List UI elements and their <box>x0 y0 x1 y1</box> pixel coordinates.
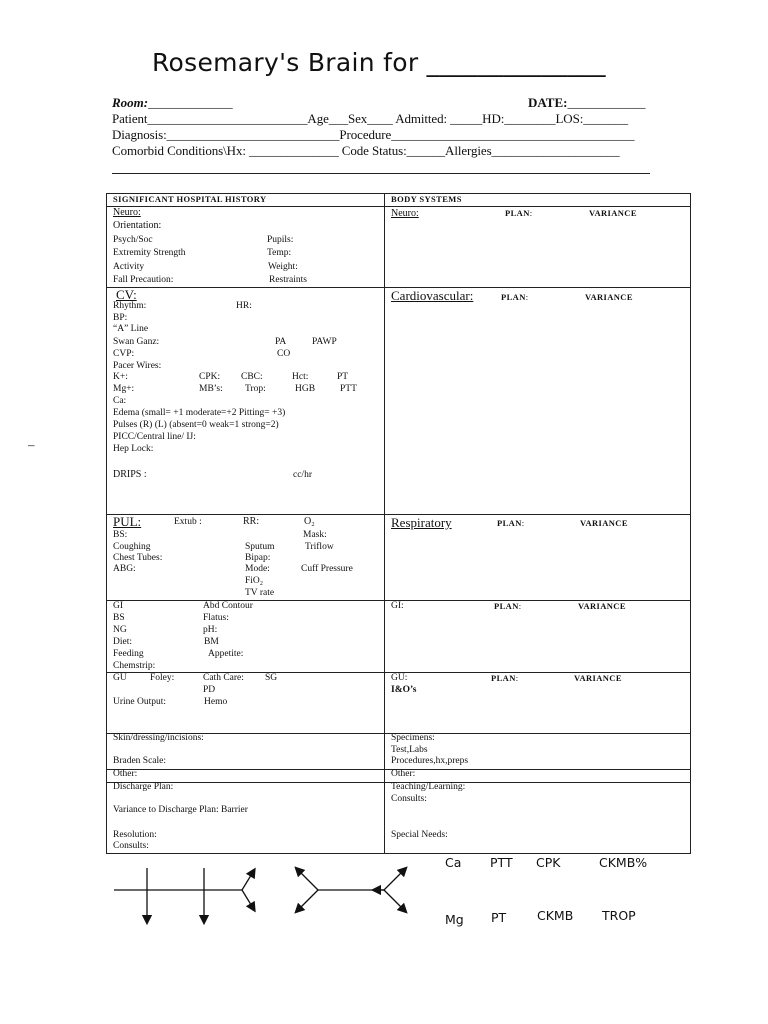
gi-bm: BM <box>204 637 219 647</box>
neuro-restraints: Restraints <box>269 275 307 285</box>
neuro-orientation: Orientation: <box>113 220 162 231</box>
pul-title: PUL: <box>113 514 142 529</box>
specimens-label: Specimens: <box>391 733 435 743</box>
gi-chemstrip: Chemstrip: <box>113 661 156 671</box>
neuro-pupils: Pupils: <box>267 235 294 245</box>
header-rule <box>112 173 650 174</box>
lab-mg: Mg <box>445 912 464 927</box>
cv-drips: DRIPS : <box>113 469 147 480</box>
date-label: DATE:____________ <box>528 95 646 110</box>
gu-pd: PD <box>203 685 216 695</box>
cv-ptt: PTT <box>340 384 357 394</box>
lab-trop: TROP <box>602 908 636 923</box>
gi-feeding: Feeding <box>113 649 144 659</box>
cv-mbs: MB’s: <box>199 384 223 394</box>
cv-mg: Mg+: <box>113 384 135 394</box>
cv-title: CV: <box>116 287 137 302</box>
page-title: Rosemary's Brain for ______________ <box>152 48 606 77</box>
cv-pacer: Pacer Wires: <box>113 361 162 371</box>
cv-trop: Trop: <box>245 384 266 394</box>
cv-aline: “A” Line <box>113 324 149 334</box>
special-needs: Special Needs: <box>391 830 448 840</box>
gu-io: I&O’s <box>391 685 417 695</box>
neuro-activity: Activity <box>113 262 145 272</box>
gu-right-title: GU: <box>391 673 408 683</box>
gu-title: GU <box>113 673 127 683</box>
gi-ph: pH: <box>203 625 218 635</box>
gi-title: GI <box>113 601 124 611</box>
neuro-title: Neuro: <box>113 207 141 218</box>
gi-plan: PLAN: <box>494 601 522 611</box>
pul-abg: ABG: <box>113 564 136 574</box>
cv-cchr: cc/hr <box>293 470 312 480</box>
discharge-resolution: Resolution: <box>113 830 157 840</box>
pul-mask: Mask: <box>303 530 327 540</box>
pul-variance: VARIANCE <box>580 518 628 528</box>
lab-ckmb: CKMB <box>537 908 574 923</box>
gi-abd: Abd Contour <box>203 601 253 611</box>
cv-cvp: CVP: <box>113 349 135 359</box>
gi-diet: Diet: <box>113 637 132 647</box>
cv-variance: VARIANCE <box>585 292 633 302</box>
neuro-variance: VARIANCE <box>589 208 637 218</box>
cv-pa: PA <box>275 337 287 347</box>
pul-sputum: Sputum <box>245 542 275 552</box>
cv-plan: PLAN: <box>501 292 529 302</box>
discharge-consults: Consults: <box>113 841 149 851</box>
right-consults: Consults: <box>391 794 427 804</box>
diagnosis-line: Diagnosis:___________________________Procedure______________________________________ <box>112 127 635 142</box>
gu-cath: Cath Care: <box>203 673 244 683</box>
other-left: Other: <box>113 769 138 779</box>
cv-hr: HR: <box>236 301 252 311</box>
gu-foley: Foley: <box>150 673 175 683</box>
col-header-body-systems: BODY SYSTEMS <box>391 194 462 204</box>
cv-k: K+: <box>113 372 128 382</box>
comorbid-line: Comorbid Conditions\Hx: ______________ Code Status:______Allergies____________________ <box>112 143 620 158</box>
gu-variance: VARIANCE <box>574 673 622 683</box>
cv-picc: PICC/Central line/ IJ: <box>113 432 196 442</box>
cv-pt: PT <box>337 372 349 382</box>
pul-plan: PLAN: <box>497 518 525 528</box>
neuro-fall: Fall Precaution: <box>113 275 174 285</box>
cv-right-title: Cardiovascular: <box>391 288 474 303</box>
discharge-plan: Discharge Plan: <box>113 782 174 792</box>
lab-ca: Ca <box>445 855 462 870</box>
cv-cbc: CBC: <box>241 372 263 382</box>
margin-mark: – <box>28 437 35 452</box>
cv-heplock: Hep Lock: <box>113 444 154 454</box>
neuro-weight: Weight: <box>268 262 298 272</box>
gi-flatus: Flatus: <box>203 613 229 623</box>
lab-ptt: PTT <box>490 855 513 870</box>
cv-pulses: Pulses (R) (L) (absent=0 weak=1 strong=2) <box>113 420 279 430</box>
cv-hgb: HGB <box>295 384 316 394</box>
cv-edema: Edema (small= +1 moderate=+2 Pitting= +3) <box>113 408 286 418</box>
pul-rr: RR: <box>243 516 260 527</box>
pul-fio2: FiO₂ <box>245 576 264 586</box>
braden-label: Braden Scale: <box>113 756 167 766</box>
gu-plan: PLAN: <box>491 673 519 683</box>
gi-bs: BS <box>113 613 125 623</box>
pul-bipap: Bipap: <box>245 553 271 563</box>
gi-right-title: GI: <box>391 601 404 611</box>
lab-cpk: CPK <box>536 855 561 870</box>
pul-right-title: Respiratory <box>391 515 452 530</box>
neuro-temp: Temp: <box>267 248 292 258</box>
cv-pawp: PAWP <box>312 337 337 347</box>
pul-coughing: Coughing <box>113 542 151 552</box>
gu-sg: SG <box>265 673 278 683</box>
pul-triflow: Triflow <box>305 542 334 552</box>
lab-pt: PT <box>491 910 507 925</box>
cv-co: CO <box>277 349 291 359</box>
pul-o2: O₂ <box>304 516 315 527</box>
patient-line: Patient_________________________Age___Sex____ Admitted: _____HD:________LOS:_______ <box>112 111 629 126</box>
tests-label: Test,Labs <box>391 745 428 755</box>
lab-ckmb-pct: CKMB% <box>599 855 648 870</box>
room-label: Room:_____________ <box>112 95 233 110</box>
neuro-extremity: Extremity Strength <box>113 248 186 258</box>
gu-urine: Urine Output: <box>113 697 167 707</box>
pul-cuff: Cuff Pressure <box>301 564 353 574</box>
teaching-label: Teaching/Learning: <box>391 782 466 792</box>
neuro-plan: PLAN: <box>505 208 533 218</box>
gi-appetite: Appetite: <box>208 649 244 659</box>
cv-bp: BP: <box>113 313 128 323</box>
cv-ca: Ca: <box>113 396 127 406</box>
pul-chest: Chest Tubes: <box>113 553 163 563</box>
gu-hemo: Hemo <box>204 697 228 707</box>
other-right: Other: <box>391 769 416 779</box>
cv-hct: Hct: <box>292 372 309 382</box>
gi-ng: NG <box>113 625 127 635</box>
pul-bs: BS: <box>113 530 128 540</box>
neuro-psych: Psych/Soc <box>113 235 153 245</box>
procedures-label: Procedures,hx,preps <box>391 756 469 766</box>
gi-variance: VARIANCE <box>578 601 626 611</box>
discharge-variance: Variance to Discharge Plan: Barrier <box>113 805 248 815</box>
neuro-right-title: Neuro: <box>391 208 419 219</box>
cv-swan: Swan Ganz: <box>113 337 160 347</box>
skin-label: Skin/dressing/incisions: <box>113 733 204 743</box>
pul-extub: Extub : <box>174 517 202 527</box>
lab-fishbone-diagram <box>100 862 430 932</box>
cv-cpk: CPK: <box>199 372 221 382</box>
pul-mode: Mode: <box>245 564 270 574</box>
col-header-history: SIGNIFICANT HOSPITAL HISTORY <box>113 194 267 204</box>
pul-tvrate: TV rate <box>245 588 275 598</box>
cv-rhythm: Rhythm: <box>113 301 147 311</box>
